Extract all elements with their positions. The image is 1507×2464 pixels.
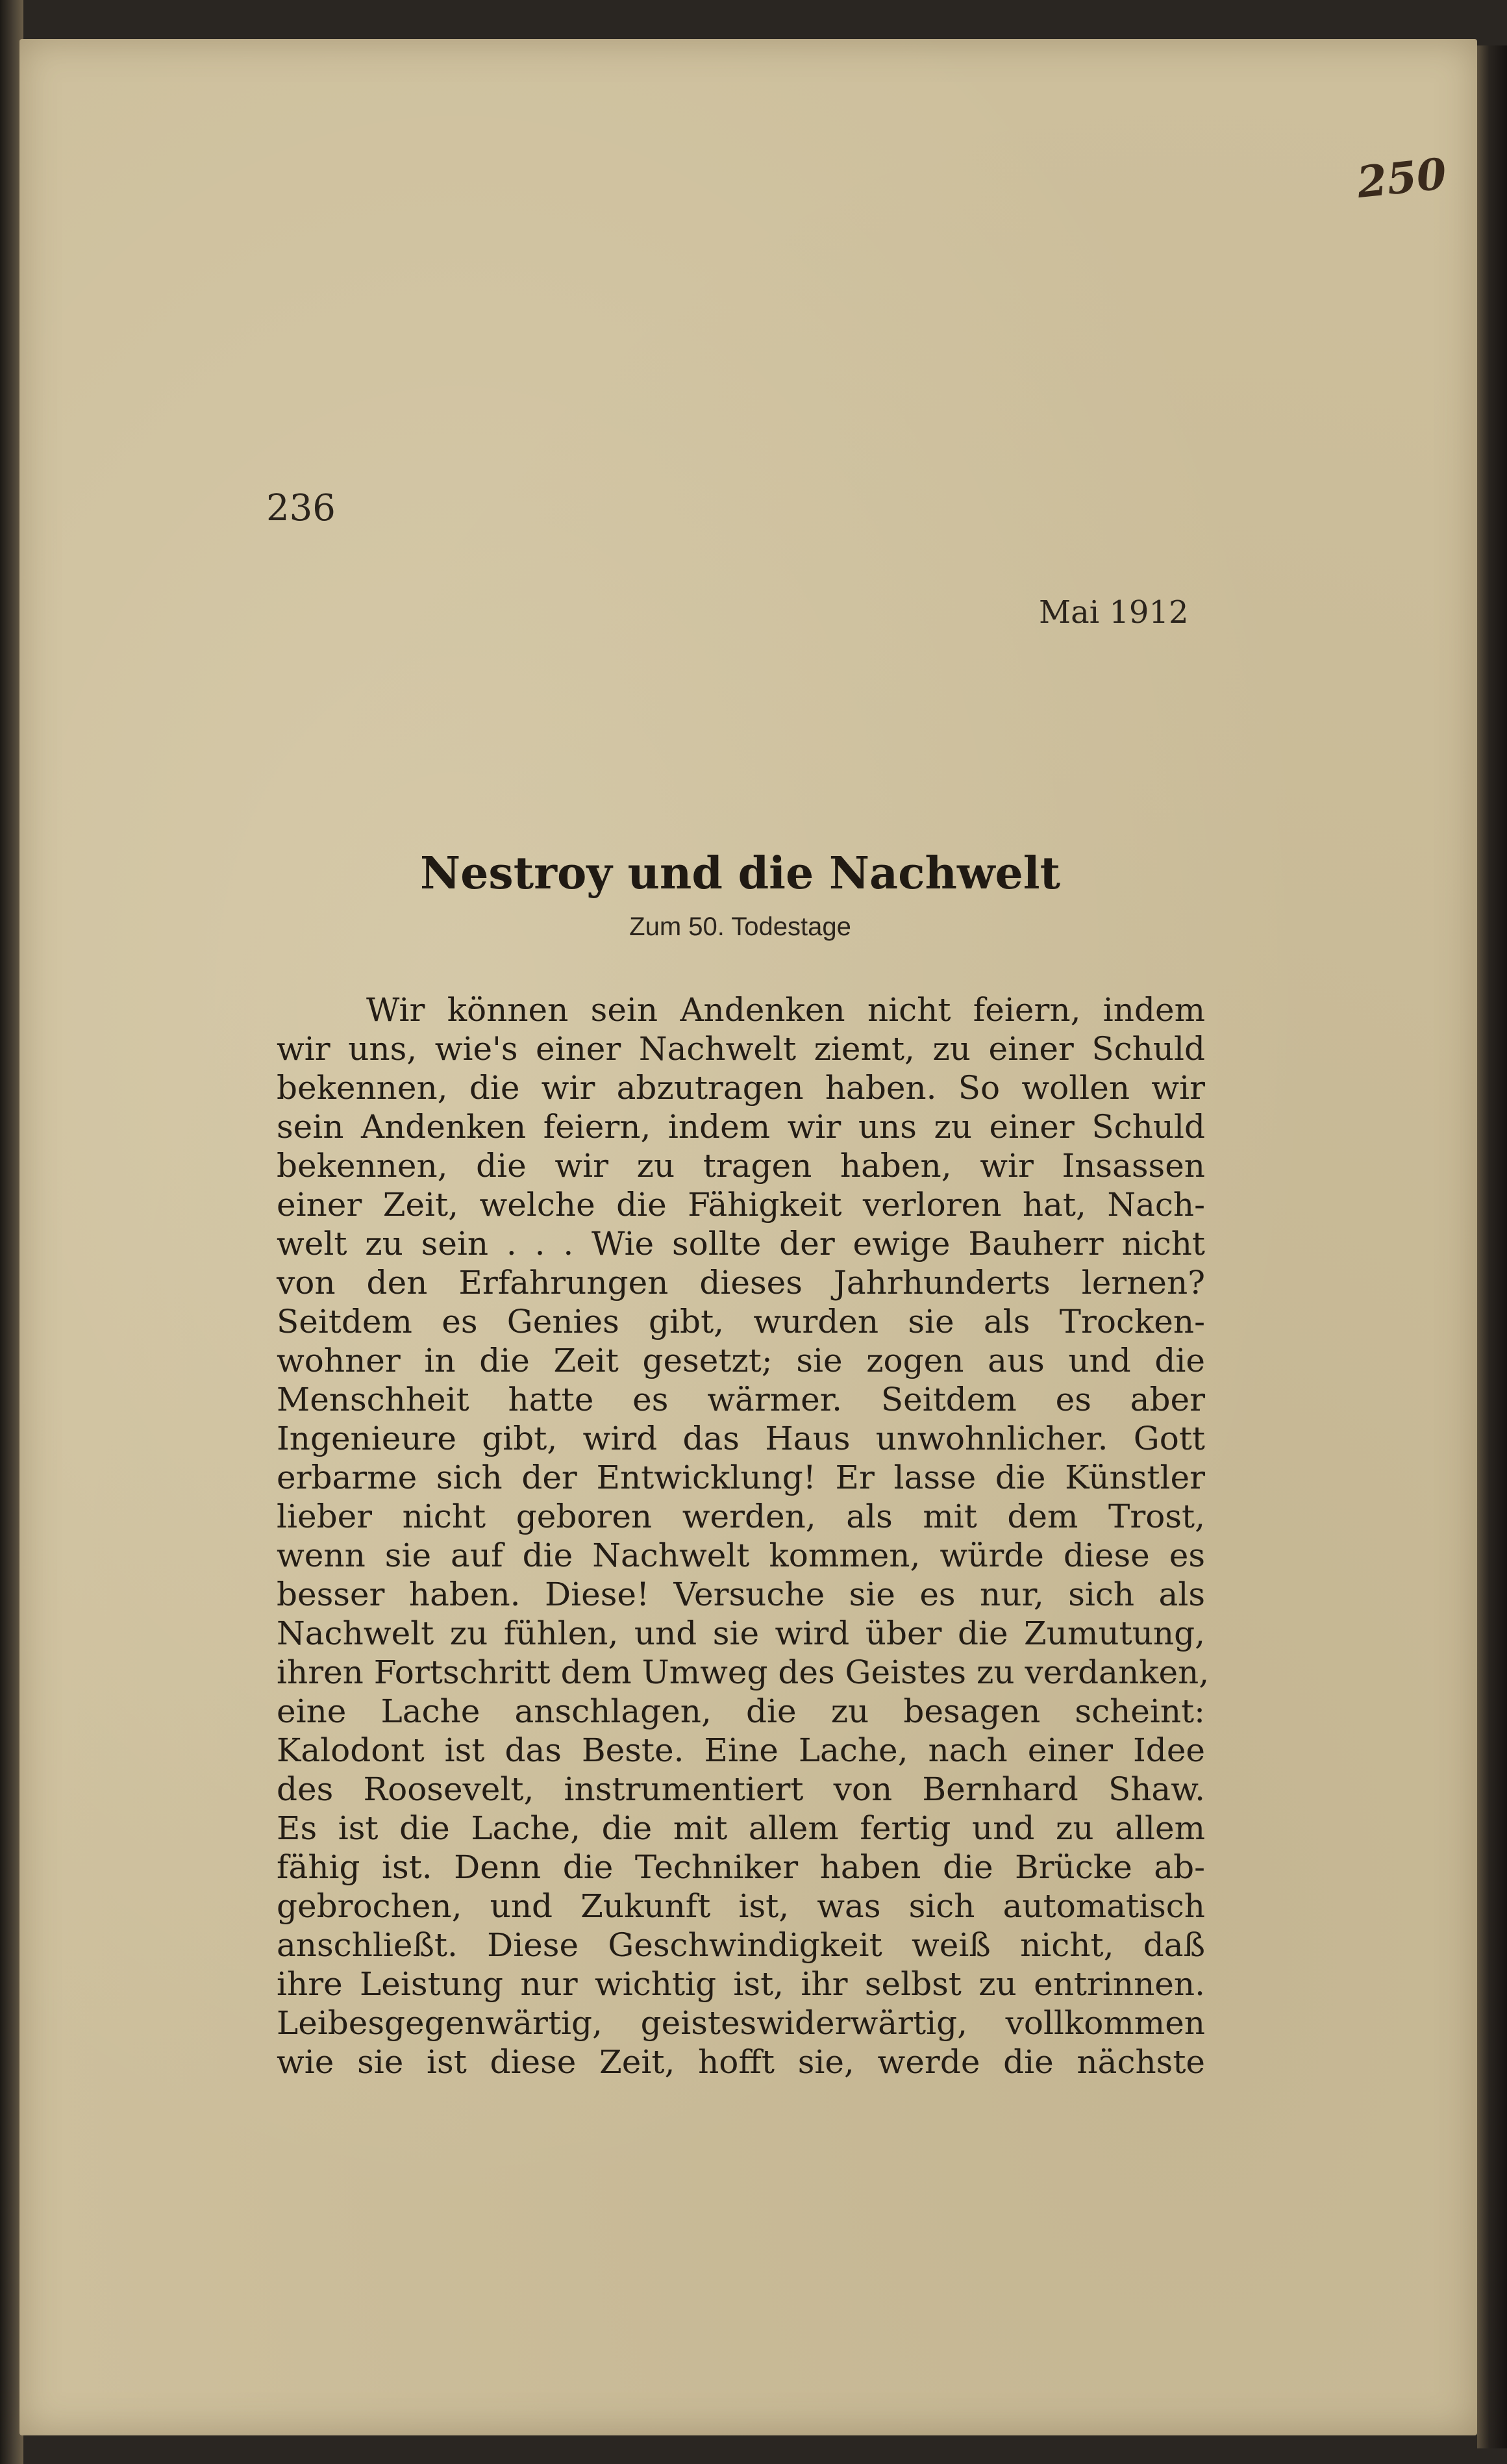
essay-title: Nestroy und die Nachwelt	[420, 848, 1060, 899]
text-line: wir uns, wie's einer Nachwelt ziemt, zu einer Schuld	[277, 1030, 1205, 1068]
text-line: wie sie ist diese Zeit, hofft sie, werde die nächste	[277, 2043, 1205, 2081]
text-line: ihre Leistung nur wichtig ist, ihr selbst zu entrinnen.	[277, 1965, 1205, 2003]
text-line: bekennen, die wir zu tragen haben, wir Insassen	[277, 1147, 1205, 1185]
text-line: bekennen, die wir abzutragen haben. So wollen wir	[277, 1069, 1205, 1107]
page-stack-edge	[1477, 45, 1507, 2448]
text-line: sein Andenken feiern, indem wir uns zu einer Schuld	[277, 1108, 1205, 1146]
text-line: Ingenieure gibt, wird das Haus unwohnlicher. Gott	[277, 1420, 1205, 1457]
essay-body	[277, 990, 1210, 2081]
book-page	[19, 39, 1477, 2435]
text-line: anschließt. Diese Geschwindigkeit weiß nicht, daß	[277, 1926, 1205, 1964]
text-line: des Roosevelt, instrumentiert von Bernhard Shaw.	[277, 1770, 1205, 1808]
text-line: Nachwelt zu fühlen, und sie wird über die Zumutung,	[277, 1615, 1205, 1652]
text-line: einer Zeit, welche die Fähigkeit verloren hat, Nach-	[277, 1186, 1205, 1224]
page-number: 236	[266, 487, 336, 529]
text-line: eine Lache anschlagen, die zu besagen scheint:	[277, 1692, 1205, 1730]
text-line: besser haben. Diese! Versuche sie es nur, sich als	[277, 1576, 1205, 1613]
handwritten-folio-number: 250	[1354, 148, 1449, 208]
text-line: von den Erfahrungen dieses Jahrhunderts lernen?	[277, 1264, 1205, 1301]
essay-subtitle: Zum 50. Todestage	[629, 912, 851, 941]
text-line: Es ist die Lache, die mit allem fertig und zu allem	[277, 1809, 1205, 1847]
text-line: welt zu sein . . . Wie sollte der ewige Bauherr nicht	[277, 1225, 1205, 1263]
text-line: ihren Fortschritt dem Umweg des Geistes zu verdanken,	[277, 1653, 1210, 1691]
text-line: Kalodont ist das Beste. Eine Lache, nach einer Idee	[277, 1731, 1205, 1769]
date-line: Mai 1912	[1039, 594, 1189, 631]
text-line: gebrochen, und Zukunft ist, was sich automatisch	[277, 1887, 1205, 1925]
text-line: lieber nicht geboren werden, als mit dem Trost,	[277, 1498, 1205, 1535]
text-line: wohner in die Zeit gesetzt; sie zogen aus und die	[277, 1342, 1205, 1379]
text-line: wenn sie auf die Nachwelt kommen, würde diese es	[277, 1537, 1205, 1574]
text-line: Wir können sein Andenken nicht feiern, indem	[366, 991, 1205, 1029]
text-line: Seitdem es Genies gibt, wurden sie als Trocken-	[277, 1303, 1205, 1340]
text-line: Menschheit hatte es wärmer. Seitdem es aber	[277, 1381, 1205, 1418]
text-line: Leibesgegenwärtig, geisteswiderwärtig, vollkommen	[277, 2004, 1205, 2042]
text-line: erbarme sich der Entwicklung! Er lasse die Künstler	[277, 1459, 1205, 1496]
text-line: fähig ist. Denn die Techniker haben die Brücke ab-	[277, 1848, 1205, 1886]
